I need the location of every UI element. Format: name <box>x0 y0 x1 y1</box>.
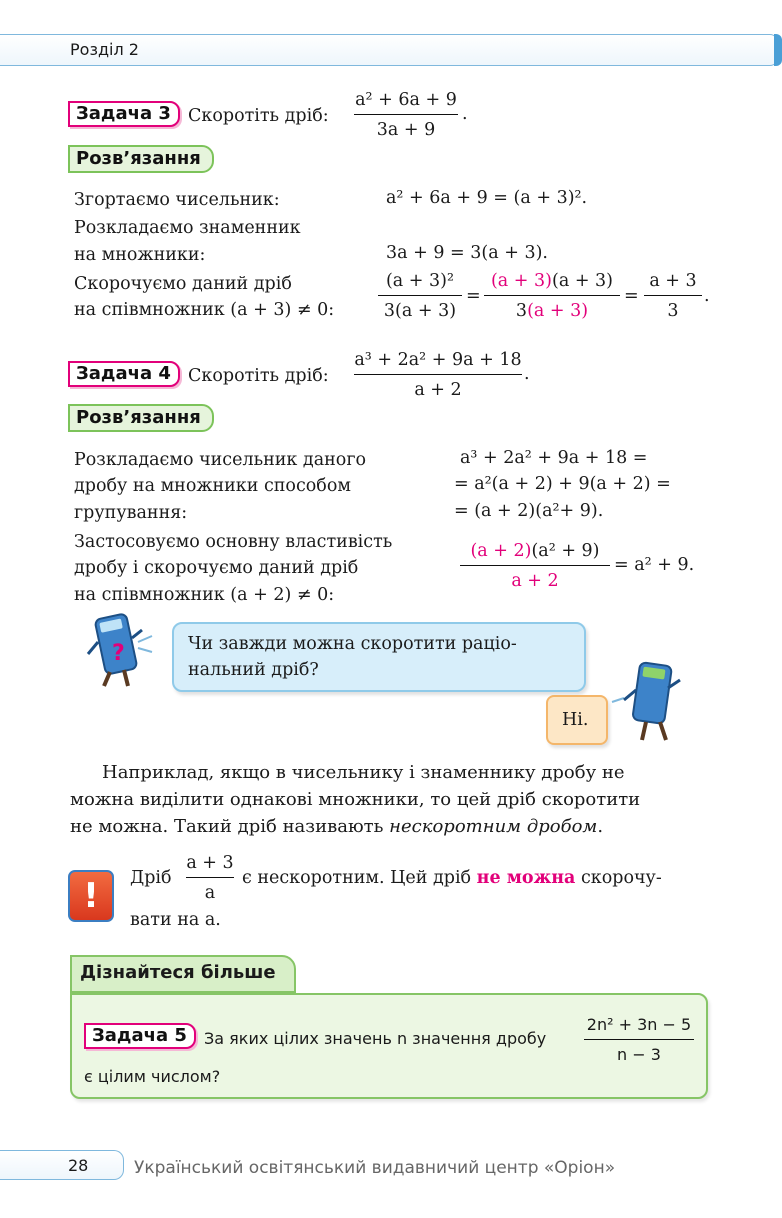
fraction-bar <box>484 295 620 296</box>
note-pre: Дріб <box>130 868 172 888</box>
fraction-numerator <box>470 540 599 562</box>
fraction-bar <box>354 114 458 115</box>
note-highlight: не можна <box>476 868 576 888</box>
fraction-numerator: (a + 3)² <box>385 271 455 291</box>
fraction-denominator: 3a + 9 <box>376 120 436 141</box>
numerator-factor: (a² + 9) <box>531 541 600 561</box>
note-text-end: скорочу- <box>575 868 662 888</box>
fraction-bar <box>644 295 702 296</box>
task-3-tag <box>68 101 180 127</box>
task-5-text-2: є цілим числом? <box>84 1067 221 1086</box>
sol4-line-2: дробу на множники способом <box>74 476 351 496</box>
task-3-statement: Скоротіть дріб: <box>188 106 329 126</box>
sol4-fraction <box>460 540 610 592</box>
sol3-eq-2: = <box>624 286 639 306</box>
sol3-step1-math: a² + 6a + 9 = (a + 3)². <box>386 188 588 208</box>
fraction-denominator: 3(a + 3) <box>383 301 457 322</box>
task-3-dot: . <box>462 104 468 124</box>
sol4-line-4: Застосовуємо основну властивість <box>74 532 393 552</box>
task-4-tag <box>68 361 180 387</box>
sol3-step3-text1: Скорочуємо даний дріб <box>74 274 292 294</box>
sol3-step2-text1: Розкладаємо знаменник <box>74 218 301 238</box>
sol3-step2-math: 3a + 9 = 3(a + 3). <box>386 243 548 263</box>
fraction-bar <box>354 374 522 375</box>
sol4-line-3: групування: <box>74 503 188 523</box>
fraction-numerator: a + 3 <box>186 853 234 873</box>
learn-more-tab <box>70 955 296 993</box>
paragraph-line-2: можна виділити однакові множники, то цей дріб скоротити <box>70 789 641 810</box>
publisher: Український освітянський видавничий центр «Оріон» <box>134 1158 616 1178</box>
fraction-numerator: a³ + 2a² + 9a + 18 <box>354 350 522 370</box>
task-3-fraction <box>354 89 458 141</box>
fraction-bar <box>584 1039 694 1040</box>
cancelled-factor: (a + 2) <box>470 541 532 561</box>
sol3-fraction-1 <box>378 270 462 322</box>
cancelled-factor: (a + 3) <box>527 301 589 322</box>
svg-text:?: ? <box>112 641 125 666</box>
question-line-1: Чи завжди можна скоротити раціо- <box>188 634 517 654</box>
task-5-label: Задача 5 <box>92 1025 187 1046</box>
sol3-fraction-3 <box>644 270 702 322</box>
task-4-dot: . <box>524 364 530 384</box>
note-line-1 <box>242 866 662 890</box>
note-text: є нескоротним. Цей дріб <box>242 868 477 888</box>
sol3-step1-text: Згортаємо чисельник: <box>74 190 280 210</box>
paragraph-line-1: Наприклад, якщо в чисельнику і знаменнику дробу не <box>102 762 625 783</box>
fraction-numerator: a² + 6a + 9 <box>355 90 457 110</box>
numerator-factor: (a + 3) <box>552 271 614 291</box>
term-italic: нескоротним дробом <box>389 816 598 837</box>
task-4-statement: Скоротіть дріб: <box>188 366 329 386</box>
learn-more-title: Дізнайтеся більше <box>80 962 276 983</box>
task-5-tag <box>84 1023 196 1049</box>
paragraph-line-3 <box>70 813 603 840</box>
fraction-denominator: a + 2 <box>511 571 559 592</box>
robot-answer-icon <box>610 658 688 746</box>
fraction-numerator <box>491 270 613 292</box>
fraction-denominator: 3 <box>667 301 679 322</box>
solution-4-label: Розв’язання <box>76 407 201 428</box>
sol4-math-2: = a²(a + 2) + 9(a + 2) = <box>454 474 671 494</box>
section-label: Розділ 2 <box>70 40 139 59</box>
paragraph-text: не можна. Такий дріб називають <box>70 816 390 837</box>
footer-page-tab <box>0 1150 124 1180</box>
question-bubble <box>172 622 586 692</box>
sol4-math-1: a³ + 2a² + 9a + 18 = <box>460 448 648 468</box>
task-5-text: За яких цілих значень n значення дробу <box>204 1029 547 1048</box>
fraction-denominator: n − 3 <box>617 1045 661 1065</box>
fraction-bar <box>378 295 462 296</box>
sol3-fraction-2 <box>484 270 620 322</box>
robot-question-icon <box>86 608 158 690</box>
fraction-numerator: a + 3 <box>649 271 697 291</box>
sol3-eq-1: = <box>466 286 481 306</box>
sol4-line-1: Розкладаємо чисельник даного <box>74 450 367 470</box>
warning-icon: ! <box>68 870 114 922</box>
sol4-math-3: = (a + 2)(a²+ 9). <box>454 501 604 521</box>
denominator-factor: 3 <box>515 301 528 322</box>
cancelled-factor: (a + 3) <box>490 271 552 291</box>
solution-3-label: Розв’язання <box>76 148 201 169</box>
fraction-numerator: 2n² + 3n − 5 <box>586 1015 692 1034</box>
note-fraction <box>186 852 234 904</box>
sol3-step2-text2: на множники: <box>74 245 206 265</box>
question-line-2: нальний дріб? <box>188 660 319 680</box>
sol3-step3-text2: на співмножник (a + 3) ≠ 0: <box>74 300 335 320</box>
note-line-2: вати на a. <box>130 910 221 930</box>
solution-4-tag <box>68 404 214 432</box>
solution-3-tag <box>68 145 214 173</box>
fraction-denominator <box>516 300 588 322</box>
header-edge <box>774 34 782 66</box>
task-4-label: Задача 4 <box>76 363 171 384</box>
page-number: 28 <box>68 1156 89 1175</box>
paragraph-end: . <box>597 816 604 837</box>
answer-bubble <box>546 695 608 745</box>
sol4-result: = a² + 9. <box>614 555 695 575</box>
fraction-bar <box>186 877 234 878</box>
fraction-denominator: a <box>204 883 216 904</box>
task-5-fraction <box>584 1014 694 1066</box>
task-3-label: Задача 3 <box>76 103 171 124</box>
sol3-dot: . <box>704 286 710 306</box>
task-4-fraction <box>354 349 522 401</box>
fraction-bar <box>460 565 610 566</box>
answer-text: Ні. <box>562 710 589 730</box>
sol4-line-5: дробу і скорочуємо даний дріб <box>74 558 359 578</box>
sol4-line-6: на співмножник (a + 2) ≠ 0: <box>74 585 335 605</box>
fraction-denominator: a + 2 <box>414 380 462 401</box>
